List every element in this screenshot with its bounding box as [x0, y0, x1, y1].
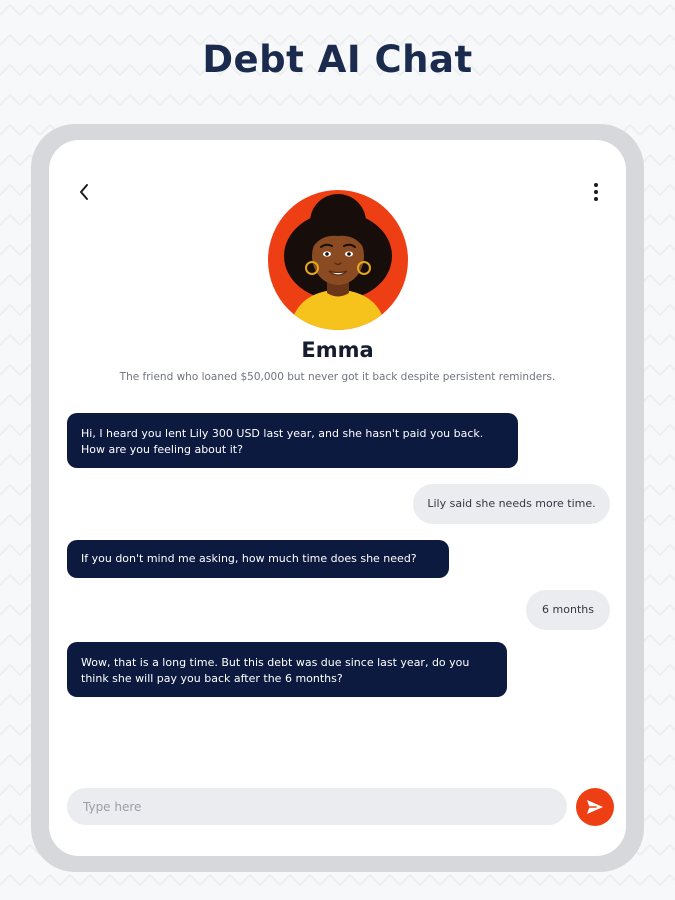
page-headline: Debt AI Chat	[202, 38, 473, 81]
ai-message-bubble: Hi, I heard you lent Lily 300 USD last year, and she hasn't paid you back. How are you feeling about it?	[67, 413, 518, 468]
user-message-bubble: 6 months	[526, 590, 610, 630]
ai-message-bubble: If you don't mind me asking, how much time does she need?	[67, 540, 449, 578]
more-vertical-icon	[594, 183, 598, 187]
avatar	[268, 190, 408, 330]
woman-avatar-illustration	[268, 190, 408, 330]
chat-screen	[49, 140, 626, 856]
contact-description: The friend who loaned $50,000 but never got it back despite persistent reminders.	[119, 371, 556, 383]
more-options-button[interactable]	[588, 180, 604, 204]
chevron-left-icon	[78, 183, 90, 201]
user-message-bubble: Lily said she needs more time.	[413, 484, 610, 524]
contact-name: Emma	[301, 338, 374, 362]
send-icon	[585, 797, 605, 817]
back-button[interactable]	[73, 180, 95, 204]
send-button[interactable]	[576, 788, 614, 826]
message-input[interactable]	[67, 788, 567, 825]
ai-message-bubble: Wow, that is a long time. But this debt was due since last year, do you think she will pay you back after the 6 months?	[67, 642, 507, 697]
